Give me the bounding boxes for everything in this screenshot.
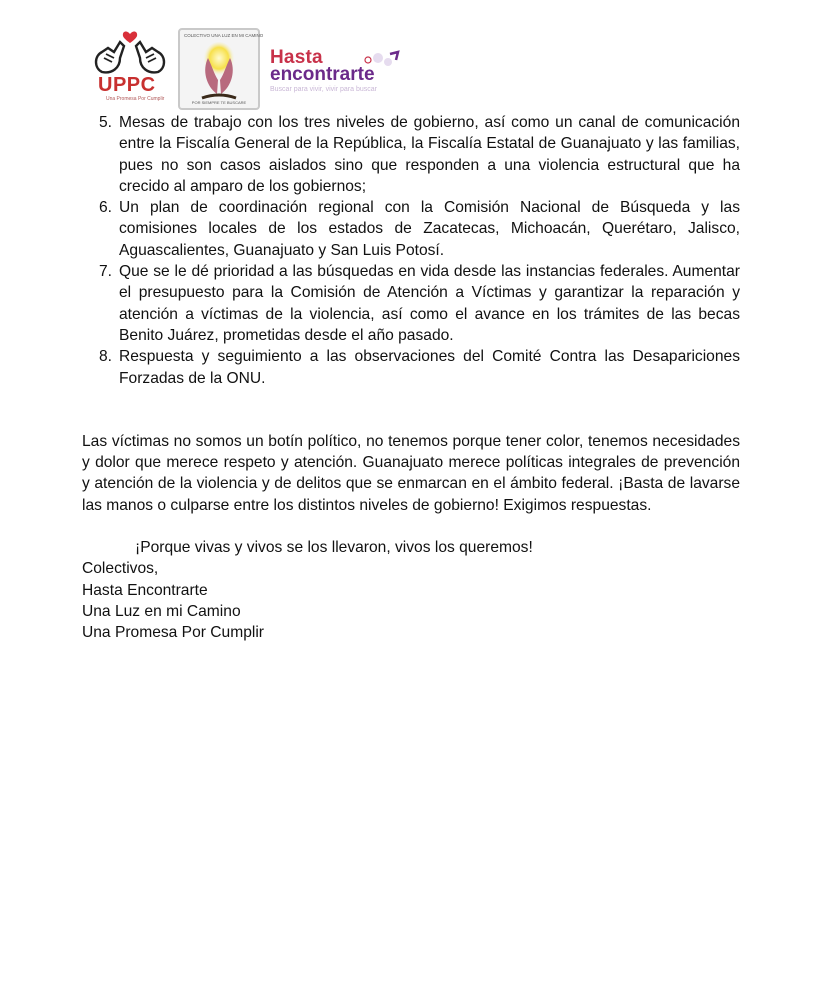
signature-collective: Una Promesa Por Cumplir — [82, 624, 264, 642]
signature-heading: Colectivos, — [82, 560, 159, 578]
signature-block — [82, 558, 740, 643]
signature-collective: Hasta Encontrarte — [82, 581, 208, 599]
request-text: Respuesta y seguimiento a las observaciones del Comité Contra las Desapariciones Forzadas de la ONU. — [119, 348, 740, 387]
uppc-logo-subtitle: Una Promesa Por Cumplir — [106, 96, 165, 102]
request-item-5 — [82, 112, 740, 197]
request-number: 6. — [98, 199, 112, 217]
request-item-8 — [82, 346, 740, 389]
requests-list — [82, 112, 740, 389]
luz-en-mi-camino-logo — [178, 28, 264, 110]
luz-logo-bottom-text: POR SIEMPRE TE BUSCARE — [191, 100, 247, 105]
signature-collective: Una Luz en mi Camino — [82, 602, 241, 620]
request-number: 7. — [98, 263, 112, 281]
uppc-logo-text: UPPC — [98, 74, 156, 96]
request-number: 8. — [98, 348, 112, 366]
hasta-logo-line1: Hasta — [270, 47, 323, 68]
request-text: Mesas de trabajo con los tres niveles de gobierno, así como un canal de comunicación entre la Fiscalía General de la República, la Fiscalía Estatal de Guanajuato y las familias, pues no son casos aislados sino que responden a una violencia estructural que ha crecido al amparo de los gobiernos; — [119, 114, 740, 195]
document-body — [82, 112, 740, 644]
hasta-logo-tagline: Buscar para vivir, vivir para buscar — [270, 86, 377, 93]
flame-hands-icon — [180, 30, 264, 108]
hasta-logo-line2: encontrarte — [270, 64, 375, 85]
request-item-6 — [82, 197, 740, 261]
pinky-promise-hands-icon — [90, 28, 170, 78]
request-text: Que se le dé prioridad a las búsquedas en vida desde las instancias federales. Aumentar el presupuesto para la Comisión de Atención a Víctimas y garantizar la reparación y atención a víctimas de la violencia, así como el avance en los trámites de las becas Benito Juárez, prometidas desde el año pasado. — [119, 263, 740, 344]
footprints-decoration-icon — [362, 48, 402, 76]
uppc-logo — [90, 28, 170, 108]
slogan: ¡Porque vivas y vivos se los llevaron, vivos los queremos! — [135, 539, 533, 557]
request-text: Un plan de coordinación regional con la Comisión Nacional de Búsqueda y las comisiones locales de los estados de Zacatecas, Michoacán, Querétaro, Jalisco, Aguascalientes, Guanajuato y San Luis Potosí. — [119, 199, 740, 259]
closing-paragraph: Las víctimas no somos un botín político, no tenemos porque tener color, tenemos necesidades y dolor que merece respeto y atención. Guanajuato merece políticas integrales de prevención y atención de la violencia y de delitos que se enmarcan en el ámbito federal. ¡Basta de lavarse las manos o culparse entre los distintos niveles de gobierno! Exigimos respuestas. — [82, 432, 740, 514]
header-logos — [90, 28, 410, 110]
request-item-7 — [82, 261, 740, 346]
luz-logo-top-text: COLECTIVO UNA LUZ EN MI CAMINO — [184, 33, 264, 38]
request-number: 5. — [98, 114, 112, 131]
hasta-encontrarte-logo — [270, 46, 410, 106]
